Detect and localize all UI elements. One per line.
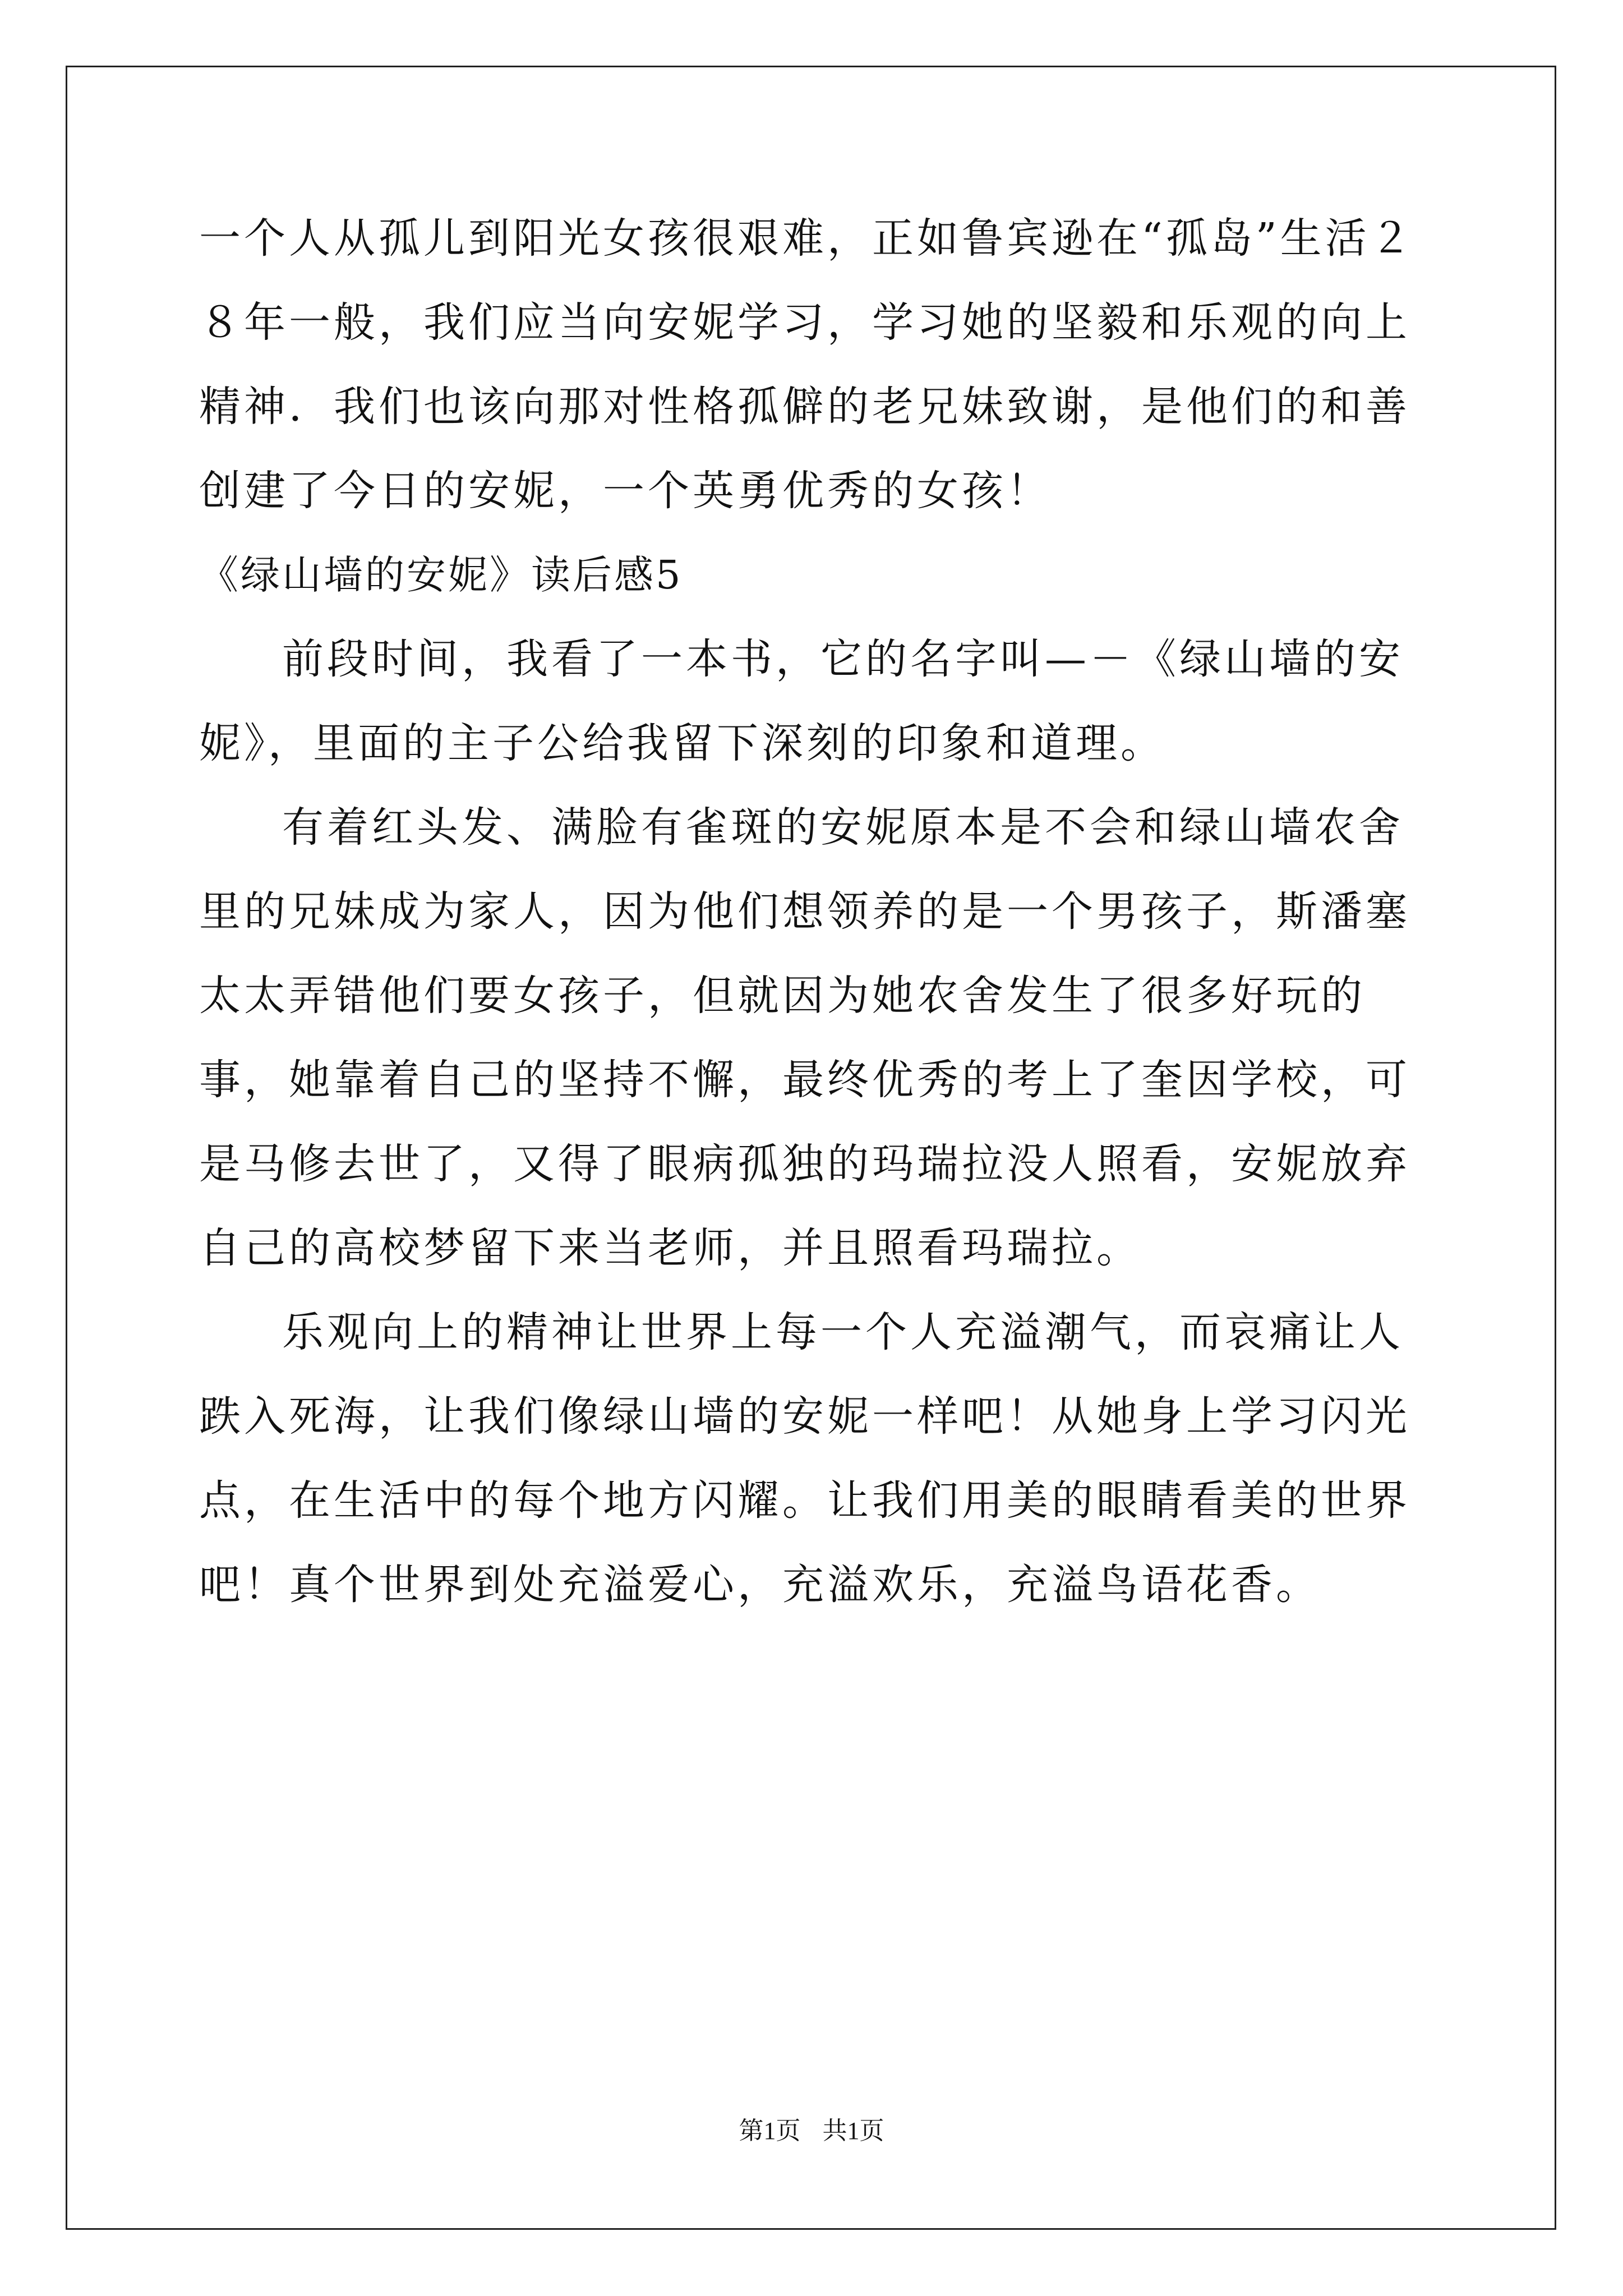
section-heading: 《绿山墙的安妮》读后感5 — [199, 552, 683, 598]
paragraph-1: 前段时间，我看了一本书，它的名字叫—－《绿山墙的安妮》，里面的主子公给我留下深刻的印象和道理。 — [199, 635, 1404, 767]
paragraph-3: 乐观向上的精神让世界上每一个人充溢潮气，而哀痛让人跌入死海，让我们像绿山墙的安妮一样吧！从她身上学习闪光点，在生活中的每个地方闪耀。让我们用美的眼睛看美的世界吧！真个世界到处充溢爱心，充溢欢乐，充溢鸟语花香。 — [199, 1308, 1410, 1609]
page-footer — [0, 2110, 1623, 2146]
page-total: 共1页 — [822, 2117, 884, 2145]
page-number: 第1页 — [739, 2117, 801, 2145]
paragraph-continued: 一个人从孤儿到阳光女孩很艰难，正如鲁宾逊在“孤岛”生活２８年一般，我们应当向安妮学习，学习她的坚毅和乐观的向上精神．我们也该向那对性格孤僻的老兄妹致谢，是他们的和善创建了今日的安妮，一个英勇优秀的女孩！ — [199, 214, 1415, 515]
document-body — [199, 196, 1427, 1627]
paragraph-2: 有着红头发、满脸有雀斑的安妮原本是不会和绿山墙农舍里的兄妹成为家人，因为他们想领养的是一个男孩子，斯潘塞太太弄错他们要女孩子，但就因为她农舍发生了很多好玩的事，她靠着自己的坚持不懈，最终优秀的考上了奎因学校，可是马修去世了，又得了眼病孤独的玛瑞拉没人照看，安妮放弃自己的高校梦留下来当老师，并且照看玛瑞拉。 — [199, 803, 1410, 1272]
